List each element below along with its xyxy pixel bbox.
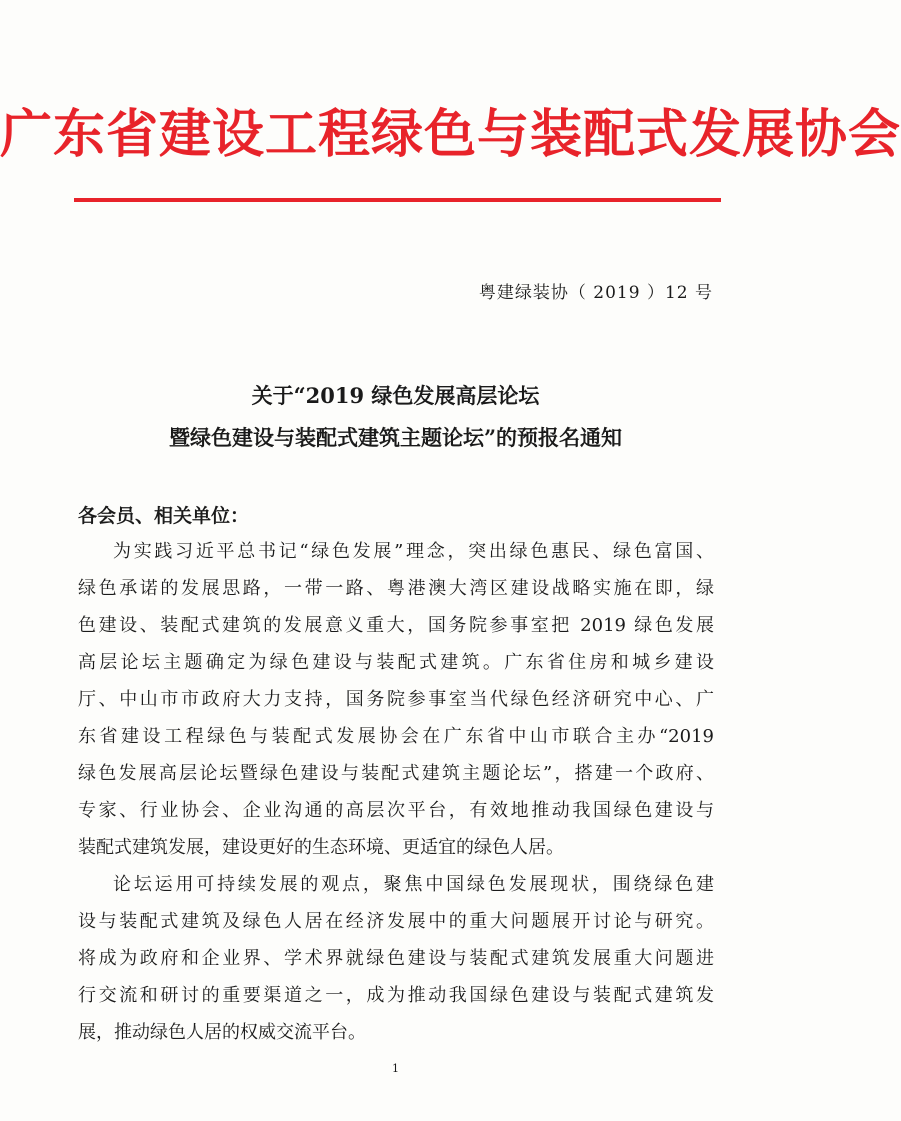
paragraph-line: 将成为政府和企业界、学术界就绿色建设与装配式建筑发展重大问题进 <box>78 948 714 969</box>
paragraph-line: 行交流和研讨的重要渠道之一，成为推动我国绿色建设与装配式建筑发 <box>78 985 714 1006</box>
paragraph-line: 厅、中山市市政府大力支持，国务院参事室当代绿色经济研究中心、广 <box>78 689 714 710</box>
paragraph-line: 论坛运用可持续发展的观点，聚焦中国绿色发展现状，围绕绿色建 <box>113 874 714 895</box>
paragraph-line: 展，推动绿色人居的权威交流平台。 <box>78 1022 366 1043</box>
notice-title-line-2: 暨绿色建设与装配式建筑主题论坛”的预报名通知 <box>168 425 623 450</box>
org-name-header: 广东省建设工程绿色与装配式发展协会 <box>0 104 901 165</box>
paragraph-line: 高层论坛主题确定为绿色建设与装配式建筑。广东省住房和城乡建设 <box>78 652 714 673</box>
salutation: 各会员、相关单位： <box>78 505 250 527</box>
page-number: 1 <box>392 1062 399 1075</box>
paragraph-line: 色建设、装配式建筑的发展意义重大，国务院参事室把 2019 绿色发展 <box>78 615 714 636</box>
paragraph-line: 东省建设工程绿色与装配式发展协会在广东省中山市联合主办“2019 <box>78 726 714 747</box>
paragraph-line: 专家、行业协会、企业沟通的高层次平台，有效地推动我国绿色建设与 <box>78 800 714 821</box>
paragraph-line: 装配式建筑发展，建设更好的生态环境、更适宜的绿色人居。 <box>78 837 564 858</box>
paragraph-line: 绿色发展高层论坛暨绿色建设与装配式建筑主题论坛”，搭建一个政府、 <box>78 763 714 784</box>
paragraph-line: 设与装配式建筑及绿色人居在经济发展中的重大问题展开讨论与研究。 <box>78 911 714 932</box>
document-number: 粤建绿装协（ 2019 ）12 号 <box>478 283 713 303</box>
paragraph-line: 为实践习近平总书记“绿色发展”理念，突出绿色惠民、绿色富国、 <box>113 541 714 562</box>
paragraph-line: 绿色承诺的发展思路，一带一路、粤港澳大湾区建设战略实施在即，绿 <box>78 578 714 599</box>
notice-title-line-1: 关于“2019 绿色发展高层论坛 <box>251 383 540 408</box>
red-divider <box>74 198 721 202</box>
